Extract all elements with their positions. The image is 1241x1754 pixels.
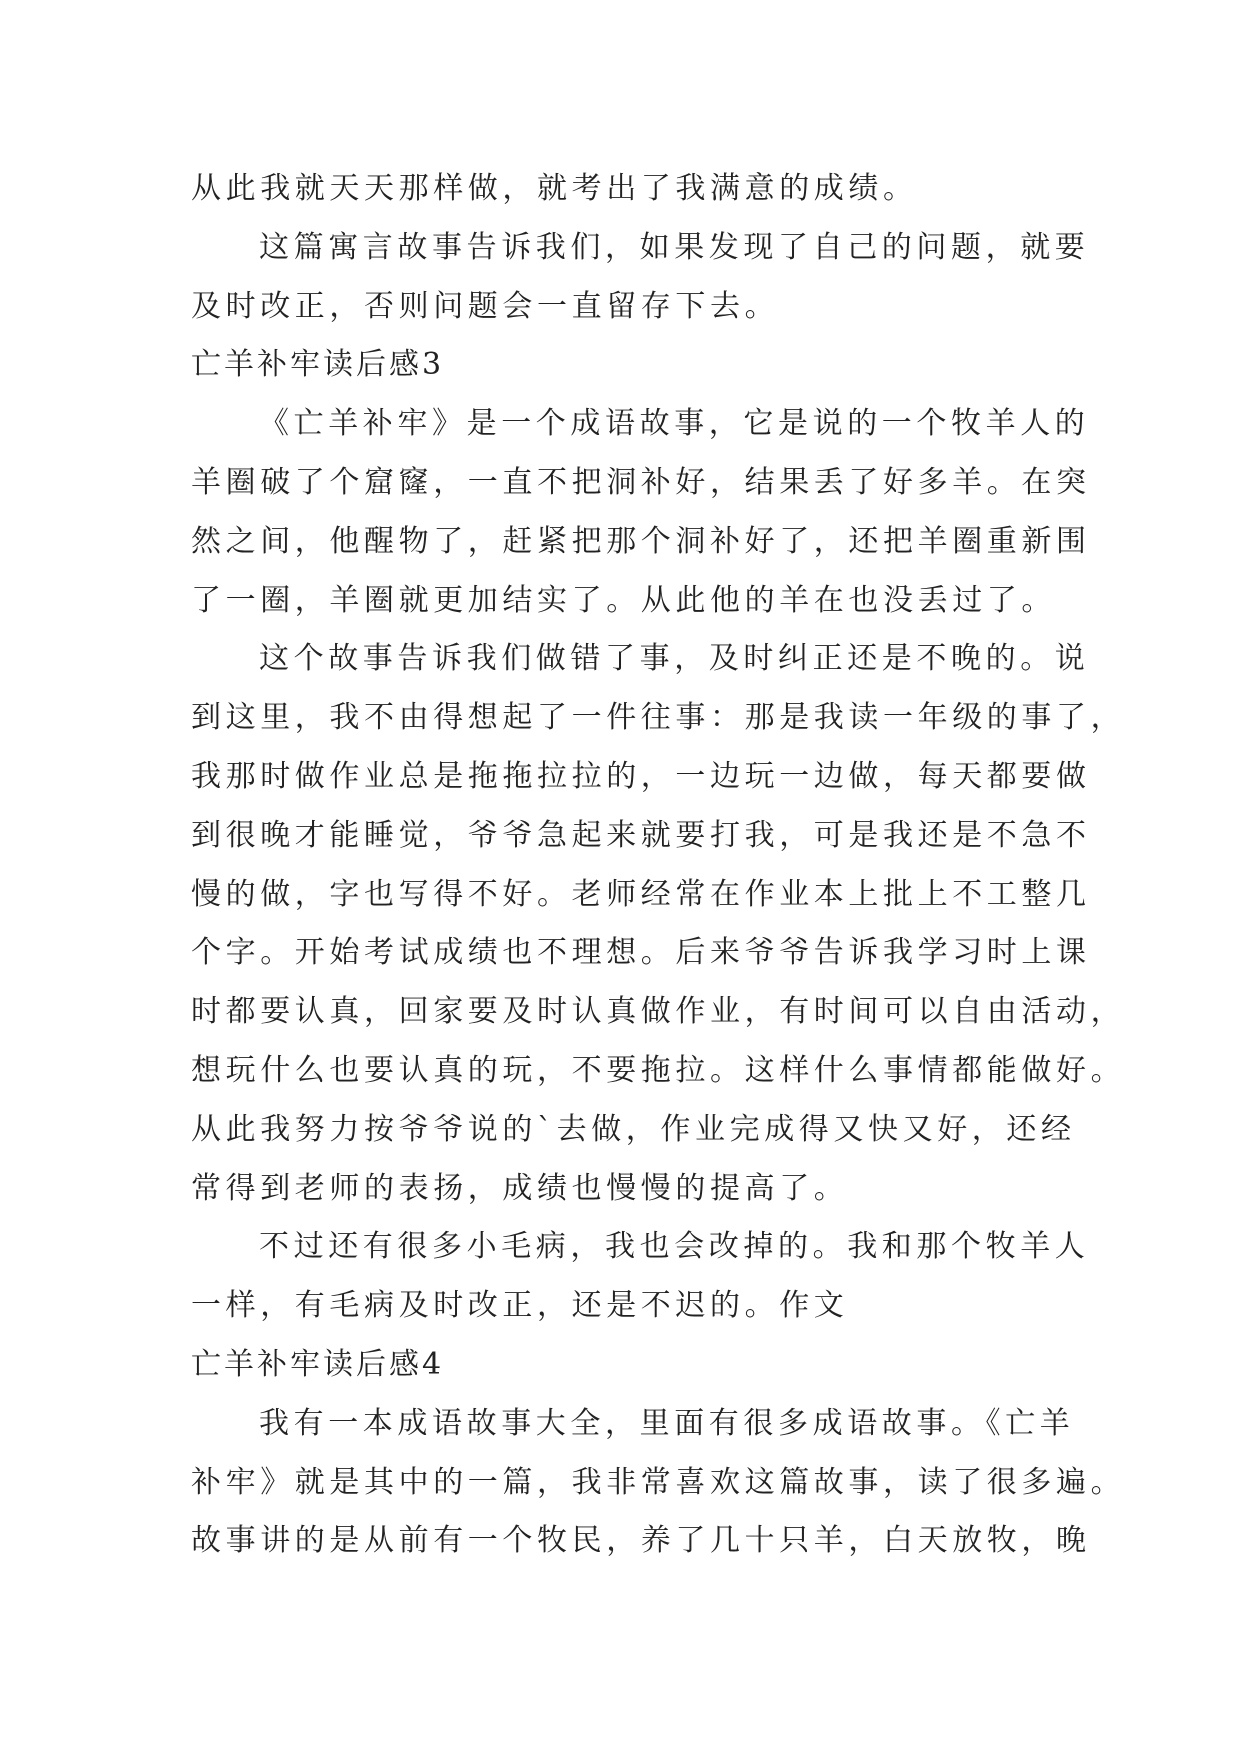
section-heading: 亡羊补牢读后感3 [191,347,445,383]
paragraph-first-line: 我有一本成语故事大全，里面有很多成语故事。《亡羊 [259,1405,1075,1441]
text-line: 羊圈破了个窟窿，一直不把洞补好，结果丢了好多羊。在突 [191,464,1091,500]
section-heading: 亡羊补牢读后感4 [191,1346,445,1382]
paragraph-first-line: 这篇寓言故事告诉我们，如果发现了自己的问题，就要 [259,229,1090,265]
text-line: 个字。开始考试成绩也不理想。后来爷爷告诉我学习时上课 [191,935,1091,971]
text-line: 从此我努力按爷爷说的`去做，作业完成得又快又好，还经 [191,1111,1076,1147]
paragraph-first-line: 《亡羊补牢》是一个成语故事，它是说的一个牧羊人的 [259,406,1090,442]
text-line: 及时改正，否则问题会一直留存下去。 [191,288,780,324]
text-line: 到很晚才能睡觉，爷爷急起来就要打我，可是我还是不急不 [191,817,1091,853]
text-line: 从此我就天天那样做，就考出了我满意的成绩。 [191,171,918,206]
text-line: 一样，有毛病及时改正，还是不迟的。作文 [191,1288,849,1324]
text-line: 慢的做，字也写得不好。老师经常在作业本上批上不工整几 [191,876,1091,912]
text-line: 到这里，我不由得想起了一件往事：那是我读一年级的事了， [191,700,1126,736]
text-line: 常得到老师的表扬，成绩也慢慢的提高了。 [191,1170,849,1206]
text-line: 想玩什么也要认真的玩，不要拖拉。这样什么事情都能做好。 [191,1052,1126,1088]
text-line: 补牢》就是其中的一篇，我非常喜欢这篇故事，读了很多遍。 [191,1464,1126,1500]
paragraph-first-line: 不过还有很多小毛病，我也会改掉的。我和那个牧羊人 [259,1229,1090,1265]
text-line: 了一圈，羊圈就更加结实了。从此他的羊在也没丢过了。 [191,582,1056,618]
text-line: 我那时做作业总是拖拖拉拉的，一边玩一边做，每天都要做 [191,758,1091,794]
document-body [191,160,1126,1571]
text-line: 然之间，他醒物了，赶紧把那个洞补好了，还把羊圈重新围 [191,523,1091,559]
paragraph-first-line: 这个故事告诉我们做错了事，及时纠正还是不晚的。说 [259,641,1090,677]
text-line: 故事讲的是从前有一个牧民，养了几十只羊，白天放牧，晚 [191,1523,1091,1559]
text-line: 时都要认真，回家要及时认真做作业，有时间可以自由活动， [191,994,1126,1030]
